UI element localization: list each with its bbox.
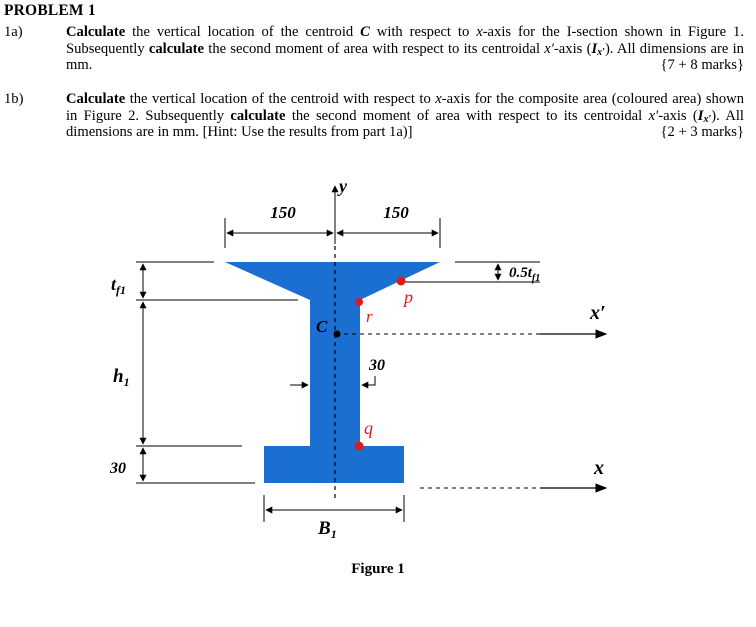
label-tf1: $t_{f1}$: [111, 274, 127, 297]
label-point-r: r: [366, 307, 373, 326]
part-1b-label: 1b): [4, 91, 24, 107]
label-x-prime: x′: [590, 302, 606, 324]
point-p: [397, 277, 406, 286]
part-1a-label: 1a): [4, 24, 23, 40]
label-point-q: q: [364, 418, 373, 438]
centroid-point: [334, 331, 341, 338]
label-150-left: 150: [270, 203, 296, 222]
part-1a-marks: {7 + 8 marks}: [660, 57, 744, 74]
part-1a-text: Calculate the vertical location of the centroid C with respect to x-axis for the I-section shown in Figure 1. Subsequently calculate the second moment of area with respect to its centroidal x′-axis $(I_{x'})$. All dimensions are in mm. {7 + 8 marks}: [66, 24, 744, 74]
point-r: [355, 298, 363, 306]
label-x: x: [594, 457, 604, 479]
bottom-flange: [264, 446, 404, 483]
part-1b-text: Calculate the vertical location of the centroid with respect to x-axis for the composite area (coloured area) shown in Figure 2. Subsequently calculate the second moment of area with respect to its centroidal x′-axis $(I_{x'})$. All dimensions are in mm. [Hint: Use the results from part 1a)] {2 + 3 marks}: [66, 91, 744, 141]
label-half-flange: $0.5t_{f1}$: [509, 265, 541, 284]
label-b1: $B_1$: [318, 518, 337, 541]
label-point-p: p: [404, 287, 413, 307]
web-thickness-leader: [362, 376, 375, 385]
label-30-bottom: 30: [110, 460, 126, 477]
figure-caption: Figure 1: [351, 561, 405, 577]
point-q: [355, 442, 364, 451]
problem-title: PROBLEM 1: [4, 2, 96, 19]
label-h1: $h_1$: [113, 366, 130, 389]
part-1b-marks: {2 + 3 marks}: [660, 124, 744, 141]
label-30-web: 30: [369, 357, 385, 374]
label-150-right: 150: [383, 203, 409, 222]
label-centroid-c: C: [316, 317, 328, 336]
label-y-axis: y: [339, 176, 347, 196]
